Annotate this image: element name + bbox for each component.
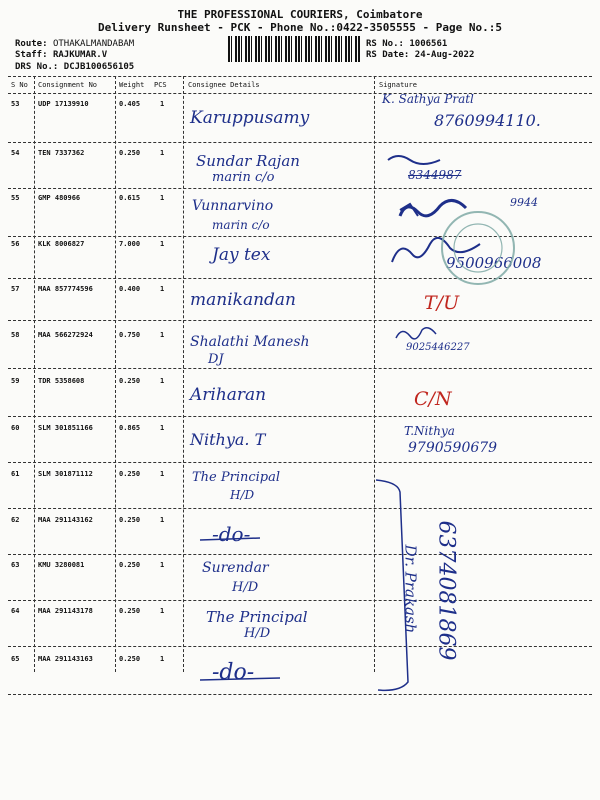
signature-phone: 9944 bbox=[510, 196, 538, 209]
row-consignment: TEN 7337362 bbox=[38, 149, 85, 157]
column-header-consignee: Consignee Details bbox=[188, 81, 260, 89]
row-pcs: 1 bbox=[160, 470, 165, 478]
row-consignment: MAA 291143178 bbox=[38, 607, 93, 615]
consignee-note: marin c/o bbox=[212, 170, 275, 185]
consignee-note: marin c/o bbox=[212, 218, 270, 232]
consignee-name: -do- bbox=[212, 660, 255, 685]
row-sno: 59 bbox=[11, 377, 20, 385]
row-weight: 0.400 bbox=[119, 285, 141, 293]
staff-value: RAJKUMAR.V bbox=[52, 50, 108, 60]
consignee-note: H/D bbox=[230, 488, 255, 502]
dash-mark bbox=[200, 538, 260, 540]
row-weight: 0.250 bbox=[119, 655, 141, 663]
bracket-mark bbox=[376, 480, 408, 690]
row-weight: 0.405 bbox=[119, 100, 141, 108]
signature-phone: 9500966008 bbox=[446, 254, 542, 272]
signature-phone: 8344987 bbox=[408, 168, 462, 182]
row-consignment: SLM 301851166 bbox=[38, 424, 93, 432]
signature: T/U bbox=[424, 292, 460, 314]
row-consignment: MAA 291143162 bbox=[38, 516, 93, 524]
row-sno: 53 bbox=[11, 100, 20, 108]
consignee-name: The Principal bbox=[206, 608, 308, 626]
signature-phone: 8760994110. bbox=[434, 111, 541, 130]
document-title: THE PROFESSIONAL COURIERS, Coimbatore bbox=[177, 8, 423, 21]
consignee-name: Vunnarvino bbox=[192, 198, 274, 214]
column-header-sno: S No bbox=[11, 81, 28, 89]
consignee-name: manikandan bbox=[190, 290, 296, 310]
signature-phone: 9790590679 bbox=[408, 440, 498, 456]
consignee-note: H/D bbox=[244, 626, 271, 641]
stamp-seal-inner bbox=[454, 224, 502, 272]
consignee-name: Shalathi Manesh bbox=[190, 334, 310, 350]
signature: K. Sathya Pratl bbox=[382, 92, 474, 106]
consignee-name: Nithya. T bbox=[190, 430, 266, 449]
consignee-name: Surendar bbox=[202, 560, 269, 576]
row-weight: 0.250 bbox=[119, 516, 141, 524]
signature: T.Nithya bbox=[404, 424, 455, 438]
row-consignment: SLM 301871112 bbox=[38, 470, 93, 478]
consignee-name: Karuppusamy bbox=[190, 108, 310, 128]
column-header-consignment: Consignment No bbox=[38, 81, 98, 89]
row-weight: 0.250 bbox=[119, 149, 141, 157]
row-pcs: 1 bbox=[160, 149, 165, 157]
route-label: Route: bbox=[15, 39, 48, 49]
row-pcs: 1 bbox=[160, 331, 165, 339]
column-header-pcs: PCS bbox=[154, 81, 167, 89]
row-pcs: 1 bbox=[160, 655, 165, 663]
row-sno: 57 bbox=[11, 285, 20, 293]
route-value: OTHAKALMANDABAM bbox=[52, 39, 135, 49]
consignee-name: Ariharan bbox=[190, 385, 267, 405]
consignee-name: Sundar Rajan bbox=[196, 152, 300, 170]
drs-value: DCJB100656105 bbox=[63, 62, 135, 72]
row-sno: 63 bbox=[11, 561, 20, 569]
row-pcs: 1 bbox=[160, 607, 165, 615]
rs-date-value: 24-Aug-2022 bbox=[414, 50, 475, 60]
drs-label: DRS No.: bbox=[15, 62, 59, 72]
row-weight: 0.250 bbox=[119, 470, 141, 478]
row-pcs: 1 bbox=[160, 561, 165, 569]
row-sno: 60 bbox=[11, 424, 20, 432]
row-pcs: 1 bbox=[160, 285, 165, 293]
row-consignment: UDP 17139910 bbox=[38, 100, 89, 108]
row-weight: 0.250 bbox=[119, 561, 141, 569]
consignee-note: DJ bbox=[208, 352, 224, 367]
document-subtitle: Delivery Runsheet - PCK - Phone No.:0422-3505555 - Page No.:5 bbox=[98, 21, 502, 34]
row-weight: 0.865 bbox=[119, 424, 141, 432]
consignee-name: The Principal bbox=[192, 470, 281, 485]
rs-no-label: RS No.: bbox=[366, 39, 404, 49]
row-pcs: 1 bbox=[160, 194, 165, 202]
signature-scribble bbox=[388, 156, 440, 164]
consignee-name: -do- bbox=[212, 522, 251, 546]
row-weight: 0.250 bbox=[119, 607, 141, 615]
row-weight: 0.250 bbox=[119, 377, 141, 385]
row-consignment: KMU 3280081 bbox=[38, 561, 85, 569]
row-sno: 61 bbox=[11, 470, 20, 478]
group-signature-phone: 6374081869 bbox=[433, 520, 459, 661]
row-sno: 55 bbox=[11, 194, 20, 202]
row-consignment: GMP 480966 bbox=[38, 194, 81, 202]
row-pcs: 1 bbox=[160, 240, 165, 248]
dash-mark bbox=[200, 678, 280, 680]
signature-scribble bbox=[400, 200, 466, 216]
consignee-note: H/D bbox=[232, 580, 259, 595]
signature-scribble bbox=[392, 238, 480, 262]
signature-scribble bbox=[396, 328, 436, 339]
row-pcs: 1 bbox=[160, 516, 165, 524]
group-signature-name: Dr. Prakash bbox=[401, 544, 420, 634]
signature: C/N bbox=[414, 388, 452, 410]
row-sno: 56 bbox=[11, 240, 20, 248]
row-consignment: MAA 857774596 bbox=[38, 285, 93, 293]
rs-no-value: 1006561 bbox=[409, 39, 448, 49]
row-consignment: KLK 8006827 bbox=[38, 240, 85, 248]
row-weight: 7.000 bbox=[119, 240, 141, 248]
row-sno: 64 bbox=[11, 607, 20, 615]
signature-phone: 9025446227 bbox=[406, 342, 470, 353]
row-consignment: TDR 5358608 bbox=[38, 377, 85, 385]
consignee-name: Jay tex bbox=[212, 245, 271, 265]
row-pcs: 1 bbox=[160, 100, 165, 108]
row-sno: 58 bbox=[11, 331, 20, 339]
staff-label: Staff: bbox=[15, 50, 48, 60]
row-sno: 54 bbox=[11, 149, 20, 157]
row-pcs: 1 bbox=[160, 377, 165, 385]
row-sno: 62 bbox=[11, 516, 20, 524]
row-consignment: MAA 566272924 bbox=[38, 331, 93, 339]
column-header-weight: Weight bbox=[119, 81, 145, 89]
row-sno: 65 bbox=[11, 655, 20, 663]
row-consignment: MAA 291143163 bbox=[38, 655, 93, 663]
row-weight: 0.750 bbox=[119, 331, 141, 339]
row-weight: 0.615 bbox=[119, 194, 141, 202]
rs-date-label: RS Date: bbox=[366, 50, 410, 60]
column-header-signature: Signature bbox=[379, 81, 417, 89]
stamp-seal bbox=[442, 212, 514, 284]
row-pcs: 1 bbox=[160, 424, 165, 432]
